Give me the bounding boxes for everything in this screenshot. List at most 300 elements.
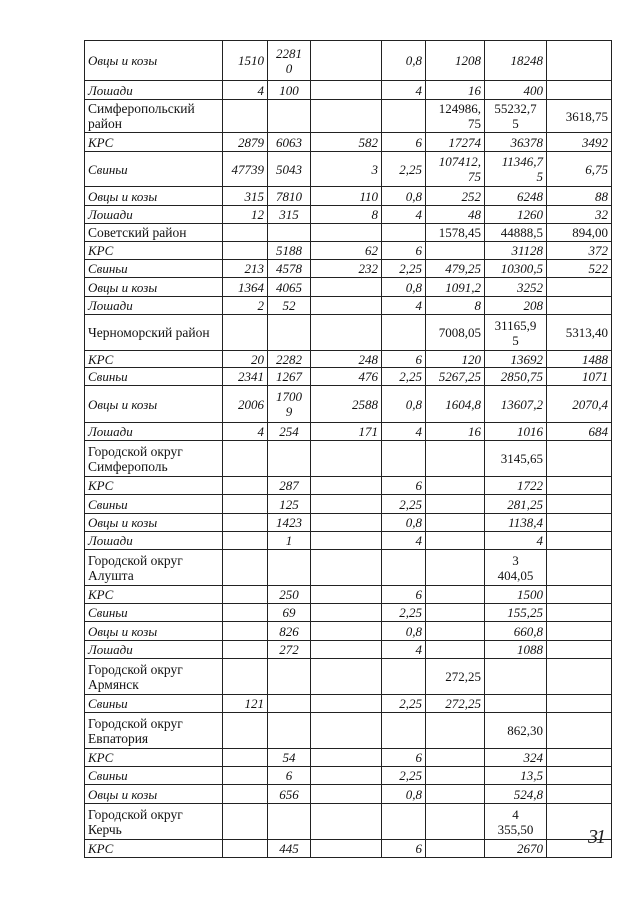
district-row	[85, 100, 612, 133]
table-row	[85, 532, 612, 550]
col6-cell: 252	[426, 187, 485, 206]
col6-cell: 120	[426, 351, 485, 368]
col3-cell: 287	[268, 477, 311, 495]
col7-cell: 1016	[485, 423, 547, 441]
col2-cell	[223, 441, 268, 477]
name-cell: Свиньи	[85, 695, 223, 713]
col5-cell: 0,8	[382, 622, 426, 641]
col2-cell: 2	[223, 297, 268, 315]
name-cell: Свиньи	[85, 152, 223, 187]
col2-cell: 20	[223, 351, 268, 368]
col2-cell: 213	[223, 260, 268, 278]
col3-cell: 2281 0	[268, 41, 311, 81]
table-row	[85, 840, 612, 858]
col4-cell	[311, 278, 382, 297]
name-cell: Овцы и козы	[85, 41, 223, 81]
col6-cell: 48	[426, 206, 485, 224]
col2-cell	[223, 224, 268, 242]
col6-cell	[426, 767, 485, 785]
col6-cell: 1208	[426, 41, 485, 81]
col5-cell: 0,8	[382, 278, 426, 297]
table-row	[85, 423, 612, 441]
col2-cell: 4	[223, 423, 268, 441]
col3-cell	[268, 550, 311, 586]
col8-cell	[547, 41, 612, 81]
col8-cell	[547, 749, 612, 767]
table-row	[85, 297, 612, 315]
col4-cell	[311, 604, 382, 622]
col6-cell: 7008,05	[426, 315, 485, 351]
col3-cell: 445	[268, 840, 311, 858]
col3-cell: 52	[268, 297, 311, 315]
col4-cell	[311, 749, 382, 767]
col4-cell	[311, 100, 382, 133]
district-row	[85, 804, 612, 840]
col4-cell	[311, 441, 382, 477]
col3-cell: 4065	[268, 278, 311, 297]
col2-cell: 2879	[223, 133, 268, 152]
table-row	[85, 586, 612, 604]
name-cell: Лошади	[85, 641, 223, 659]
table-row	[85, 514, 612, 532]
col2-cell	[223, 804, 268, 840]
col7-cell	[485, 695, 547, 713]
col4-cell: 110	[311, 187, 382, 206]
name-cell: Свиньи	[85, 495, 223, 514]
col7-cell: 660,8	[485, 622, 547, 641]
col5-cell: 2,25	[382, 260, 426, 278]
col5-cell: 4	[382, 641, 426, 659]
col3-cell: 1267	[268, 368, 311, 386]
col4-cell: 248	[311, 351, 382, 368]
name-cell: Свиньи	[85, 604, 223, 622]
col3-cell: 1700 9	[268, 386, 311, 423]
col7-cell: 13692	[485, 351, 547, 368]
name-cell: Свиньи	[85, 260, 223, 278]
col3-cell: 69	[268, 604, 311, 622]
district-row	[85, 550, 612, 586]
col2-cell	[223, 477, 268, 495]
col2-cell	[223, 100, 268, 133]
col7-cell: 3252	[485, 278, 547, 297]
col4-cell: 171	[311, 423, 382, 441]
col5-cell	[382, 441, 426, 477]
name-cell: Свиньи	[85, 368, 223, 386]
col6-cell: 107412, 75	[426, 152, 485, 187]
district-row	[85, 441, 612, 477]
name-cell: КРС	[85, 351, 223, 368]
name-cell: Лошади	[85, 206, 223, 224]
col4-cell	[311, 586, 382, 604]
table-row	[85, 695, 612, 713]
col3-cell: 5188	[268, 242, 311, 260]
col6-cell: 8	[426, 297, 485, 315]
col7-cell: 11346,7 5	[485, 152, 547, 187]
col2-cell	[223, 767, 268, 785]
col4-cell	[311, 840, 382, 858]
col6-cell	[426, 749, 485, 767]
col8-cell	[547, 604, 612, 622]
table-row	[85, 206, 612, 224]
table-row	[85, 351, 612, 368]
col6-cell: 272,25	[426, 659, 485, 695]
col8-cell	[547, 767, 612, 785]
name-cell: Овцы и козы	[85, 386, 223, 423]
col2-cell	[223, 785, 268, 804]
col5-cell: 6	[382, 840, 426, 858]
col5-cell	[382, 713, 426, 749]
name-cell: Свиньи	[85, 767, 223, 785]
name-cell: Симферопольский район	[85, 100, 223, 133]
col7-cell: 13,5	[485, 767, 547, 785]
table-row	[85, 749, 612, 767]
col8-cell	[547, 713, 612, 749]
col7-cell: 31165,9 5	[485, 315, 547, 351]
col4-cell: 2588	[311, 386, 382, 423]
col6-cell	[426, 550, 485, 586]
col7-cell: 1088	[485, 641, 547, 659]
col8-cell	[547, 278, 612, 297]
col4-cell	[311, 224, 382, 242]
col7-cell: 36378	[485, 133, 547, 152]
name-cell: Овцы и козы	[85, 187, 223, 206]
col4-cell	[311, 315, 382, 351]
col4-cell: 476	[311, 368, 382, 386]
col8-cell	[547, 586, 612, 604]
col3-cell: 54	[268, 749, 311, 767]
col5-cell	[382, 804, 426, 840]
col6-cell	[426, 242, 485, 260]
col7-cell: 1500	[485, 586, 547, 604]
table-row	[85, 386, 612, 423]
col4-cell	[311, 767, 382, 785]
col6-cell: 1091,2	[426, 278, 485, 297]
livestock-table	[84, 40, 612, 858]
col7-cell: 10300,5	[485, 260, 547, 278]
col7-cell: 1722	[485, 477, 547, 495]
col4-cell	[311, 297, 382, 315]
col7-cell: 31128	[485, 242, 547, 260]
col7-cell: 400	[485, 81, 547, 100]
table-row	[85, 41, 612, 81]
col4-cell	[311, 785, 382, 804]
col7-cell: 4	[485, 532, 547, 550]
col8-cell	[547, 659, 612, 695]
col3-cell: 315	[268, 206, 311, 224]
table-row	[85, 495, 612, 514]
col4-cell	[311, 695, 382, 713]
col2-cell	[223, 840, 268, 858]
col5-cell: 4	[382, 206, 426, 224]
col6-cell	[426, 586, 485, 604]
name-cell: Овцы и козы	[85, 278, 223, 297]
col8-cell	[547, 495, 612, 514]
col3-cell	[268, 100, 311, 133]
col5-cell: 2,25	[382, 368, 426, 386]
col2-cell	[223, 495, 268, 514]
col3-cell: 5043	[268, 152, 311, 187]
col6-cell: 5267,25	[426, 368, 485, 386]
col4-cell	[311, 532, 382, 550]
table-row	[85, 641, 612, 659]
name-cell: Городской округ Алушта	[85, 550, 223, 586]
col7-cell: 55232,7 5	[485, 100, 547, 133]
col7-cell: 862,30	[485, 713, 547, 749]
col6-cell	[426, 622, 485, 641]
col3-cell: 272	[268, 641, 311, 659]
col6-cell	[426, 514, 485, 532]
name-cell: Черноморский район	[85, 315, 223, 351]
col2-cell	[223, 641, 268, 659]
col7-cell: 13607,2	[485, 386, 547, 423]
table-row	[85, 133, 612, 152]
table-row	[85, 604, 612, 622]
table-row	[85, 368, 612, 386]
col2-cell: 2341	[223, 368, 268, 386]
col3-cell	[268, 713, 311, 749]
col7-cell: 3145,65	[485, 441, 547, 477]
col4-cell: 3	[311, 152, 382, 187]
col5-cell: 2,25	[382, 767, 426, 785]
name-cell: Овцы и козы	[85, 514, 223, 532]
col4-cell	[311, 659, 382, 695]
col5-cell: 6	[382, 351, 426, 368]
col4-cell: 62	[311, 242, 382, 260]
col5-cell	[382, 224, 426, 242]
table-row	[85, 187, 612, 206]
col2-cell	[223, 532, 268, 550]
col6-cell	[426, 441, 485, 477]
name-cell: Городской округ Симферополь	[85, 441, 223, 477]
name-cell: КРС	[85, 840, 223, 858]
col2-cell: 47739	[223, 152, 268, 187]
col7-cell: 281,25	[485, 495, 547, 514]
col6-cell: 1578,45	[426, 224, 485, 242]
col6-cell: 16	[426, 423, 485, 441]
col8-cell	[547, 550, 612, 586]
col3-cell: 250	[268, 586, 311, 604]
col2-cell	[223, 550, 268, 586]
col7-cell: 524,8	[485, 785, 547, 804]
col3-cell: 4578	[268, 260, 311, 278]
col5-cell: 6	[382, 133, 426, 152]
col5-cell: 6	[382, 586, 426, 604]
col5-cell	[382, 315, 426, 351]
col3-cell: 254	[268, 423, 311, 441]
col8-cell	[547, 514, 612, 532]
col3-cell	[268, 224, 311, 242]
table-row	[85, 81, 612, 100]
col3-cell: 656	[268, 785, 311, 804]
col4-cell	[311, 514, 382, 532]
col5-cell	[382, 100, 426, 133]
col5-cell: 4	[382, 423, 426, 441]
name-cell: КРС	[85, 133, 223, 152]
table-row	[85, 477, 612, 495]
col8-cell	[547, 297, 612, 315]
col5-cell	[382, 659, 426, 695]
name-cell: Овцы и козы	[85, 785, 223, 804]
col7-cell: 2670	[485, 840, 547, 858]
district-row	[85, 713, 612, 749]
col8-cell: 522	[547, 260, 612, 278]
col3-cell	[268, 659, 311, 695]
name-cell: КРС	[85, 586, 223, 604]
col4-cell	[311, 641, 382, 659]
col8-cell	[547, 477, 612, 495]
col2-cell	[223, 713, 268, 749]
col5-cell: 2,25	[382, 695, 426, 713]
col4-cell	[311, 495, 382, 514]
col7-cell: 44888,5	[485, 224, 547, 242]
col2-cell: 315	[223, 187, 268, 206]
col2-cell: 1364	[223, 278, 268, 297]
col3-cell: 2282	[268, 351, 311, 368]
col8-cell	[547, 532, 612, 550]
col8-cell: 88	[547, 187, 612, 206]
col6-cell	[426, 604, 485, 622]
table-row	[85, 785, 612, 804]
col6-cell	[426, 713, 485, 749]
district-row	[85, 315, 612, 351]
col8-cell: 372	[547, 242, 612, 260]
name-cell: Городской округ Армянск	[85, 659, 223, 695]
col8-cell	[547, 641, 612, 659]
col2-cell: 2006	[223, 386, 268, 423]
col2-cell: 12	[223, 206, 268, 224]
col3-cell: 6	[268, 767, 311, 785]
col3-cell: 1423	[268, 514, 311, 532]
col5-cell: 2,25	[382, 604, 426, 622]
col5-cell: 0,8	[382, 785, 426, 804]
col4-cell	[311, 550, 382, 586]
col8-cell: 5313,40	[547, 315, 612, 351]
col7-cell: 3 404,05	[485, 550, 547, 586]
table-body	[85, 41, 612, 858]
col2-cell: 1510	[223, 41, 268, 81]
col8-cell: 32	[547, 206, 612, 224]
table-row	[85, 242, 612, 260]
name-cell: Советский район	[85, 224, 223, 242]
col3-cell: 100	[268, 81, 311, 100]
col8-cell: 1071	[547, 368, 612, 386]
col5-cell: 0,8	[382, 514, 426, 532]
col5-cell: 6	[382, 749, 426, 767]
name-cell: Лошади	[85, 81, 223, 100]
col6-cell	[426, 785, 485, 804]
col2-cell	[223, 586, 268, 604]
col4-cell	[311, 622, 382, 641]
table-row	[85, 622, 612, 641]
col3-cell	[268, 315, 311, 351]
col7-cell: 155,25	[485, 604, 547, 622]
col6-cell	[426, 840, 485, 858]
col6-cell: 1604,8	[426, 386, 485, 423]
col8-cell	[547, 785, 612, 804]
col2-cell: 4	[223, 81, 268, 100]
col3-cell: 125	[268, 495, 311, 514]
table-row	[85, 152, 612, 187]
col5-cell: 6	[382, 242, 426, 260]
col5-cell: 0,8	[382, 386, 426, 423]
col5-cell: 0,8	[382, 41, 426, 81]
col5-cell	[382, 550, 426, 586]
col3-cell	[268, 695, 311, 713]
col6-cell	[426, 804, 485, 840]
col2-cell: 121	[223, 695, 268, 713]
col5-cell: 0,8	[382, 187, 426, 206]
col5-cell: 4	[382, 297, 426, 315]
col6-cell: 479,25	[426, 260, 485, 278]
col3-cell: 7810	[268, 187, 311, 206]
col3-cell	[268, 441, 311, 477]
col2-cell	[223, 622, 268, 641]
col6-cell: 272,25	[426, 695, 485, 713]
col6-cell: 17274	[426, 133, 485, 152]
name-cell: КРС	[85, 749, 223, 767]
col3-cell: 1	[268, 532, 311, 550]
col3-cell: 6063	[268, 133, 311, 152]
col2-cell	[223, 749, 268, 767]
col6-cell	[426, 477, 485, 495]
col4-cell	[311, 804, 382, 840]
name-cell: КРС	[85, 242, 223, 260]
col8-cell: 684	[547, 423, 612, 441]
col4-cell	[311, 41, 382, 81]
col4-cell	[311, 713, 382, 749]
col6-cell: 16	[426, 81, 485, 100]
name-cell: Лошади	[85, 423, 223, 441]
name-cell: Городской округ Керчь	[85, 804, 223, 840]
col8-cell	[547, 81, 612, 100]
page-number: 31	[588, 826, 604, 848]
col2-cell	[223, 659, 268, 695]
col8-cell	[547, 441, 612, 477]
col6-cell	[426, 495, 485, 514]
col4-cell	[311, 477, 382, 495]
col3-cell	[268, 804, 311, 840]
col6-cell: 124986, 75	[426, 100, 485, 133]
col5-cell: 2,25	[382, 152, 426, 187]
col8-cell	[547, 622, 612, 641]
name-cell: Лошади	[85, 297, 223, 315]
col8-cell: 2070,4	[547, 386, 612, 423]
col2-cell	[223, 242, 268, 260]
col2-cell	[223, 514, 268, 532]
col8-cell: 6,75	[547, 152, 612, 187]
col2-cell	[223, 315, 268, 351]
col7-cell: 2850,75	[485, 368, 547, 386]
table-row	[85, 260, 612, 278]
col4-cell: 8	[311, 206, 382, 224]
name-cell: КРС	[85, 477, 223, 495]
col7-cell: 1138,4	[485, 514, 547, 532]
name-cell: Городской округ Евпатория	[85, 713, 223, 749]
district-row	[85, 224, 612, 242]
col5-cell: 2,25	[382, 495, 426, 514]
col3-cell: 826	[268, 622, 311, 641]
col6-cell	[426, 532, 485, 550]
table-row	[85, 767, 612, 785]
col8-cell: 3618,75	[547, 100, 612, 133]
col8-cell	[547, 695, 612, 713]
col8-cell: 1488	[547, 351, 612, 368]
col5-cell: 4	[382, 81, 426, 100]
col8-cell: 894,00	[547, 224, 612, 242]
col5-cell: 4	[382, 532, 426, 550]
name-cell: Лошади	[85, 532, 223, 550]
col4-cell: 582	[311, 133, 382, 152]
